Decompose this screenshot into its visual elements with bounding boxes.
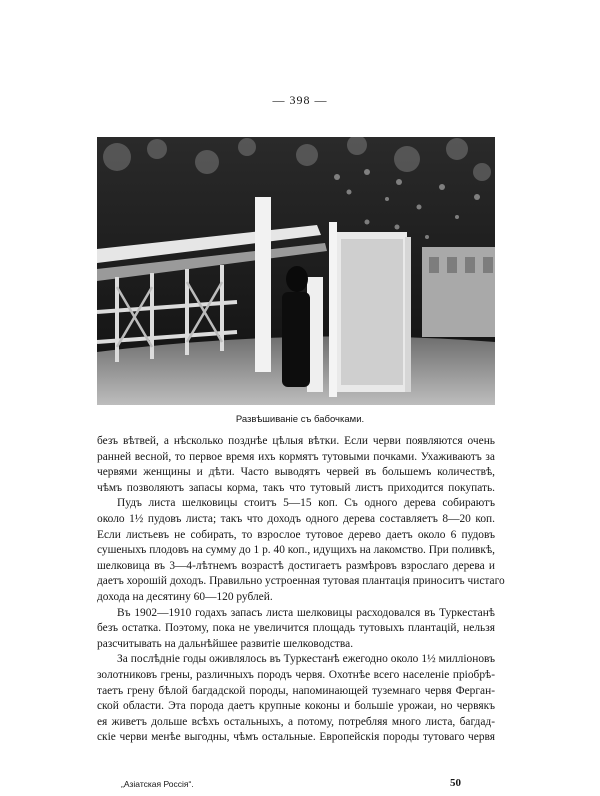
figure-caption: Развѣшиваніе съ бабочками. xyxy=(235,414,365,425)
text-line: скіе черви менѣе выгодны, чѣмъ остальные. Европейскія породы тутоваго червя xyxy=(97,731,495,744)
page-footer xyxy=(97,779,495,793)
text-line: Если листьевъ не собирать, то взрослое тутовое дерево даетъ около 6 пудовъ xyxy=(97,528,495,541)
paragraph-4 xyxy=(97,652,495,746)
text-line: Въ 1902—1910 годахъ запасъ листа шелковицы расходовался въ Туркестанѣ xyxy=(117,606,495,619)
paragraph-2 xyxy=(97,496,505,605)
text-line: червями женщины и дѣти. Часто выводятъ червей въ большемъ количествѣ, xyxy=(97,466,495,479)
paragraph-1 xyxy=(97,434,495,496)
text-line: около 1½ пудовъ листа; такъ что доходъ одного дерева составляетъ 8—20 коп. xyxy=(97,512,495,525)
text-line: ской области. Эта порода даетъ крупные коконы и большіе урожаи, но червякъ xyxy=(97,700,495,713)
text-line: сушеныхъ плодовъ на сумму до 1 р. 40 коп., идущихъ на лакомство. При поливкѣ, xyxy=(97,544,495,557)
paragraph-3 xyxy=(97,606,495,653)
text-line: безъ вѣтвей, а нѣсколько позднѣе цѣлыя вѣтки. Если черви появляются очень xyxy=(97,435,495,447)
text-line: ея живетъ дольше всѣхъ остальныхъ, а потому, потребляя много листа, багдад- xyxy=(97,715,495,728)
text-line: даетъ хорошій доходъ. Правильно устроенная тутовая плантація приноситъ чистаго xyxy=(97,575,505,588)
text-line: таетъ грену бѣлой багдадской породы, напоминающей туземнаго червя Ферган- xyxy=(97,684,495,697)
text-line: безъ остатка. Поэтому, пока не увеличится площадь тутовыхъ плантацій, нельзя xyxy=(97,622,495,635)
photo-illustration xyxy=(97,137,495,405)
text-line: Пудъ листа шелковицы стоитъ 5—15 коп. Съ одного дерева собираютъ xyxy=(117,497,495,510)
text-line: золотниковъ грены, различныхъ породъ червя. Охотнѣе всего населеніе пріобрѣ- xyxy=(97,668,495,681)
footer-signature-number: 50 xyxy=(450,777,461,789)
figure-photo xyxy=(97,137,495,405)
text-line: За послѣдніе годы оживлялось въ Туркестанѣ ежегодно около 1½ милліоновъ xyxy=(117,653,495,666)
text-line: чѣмъ позволяютъ запасы корма, такъ что тутовый листъ приходится покупать. xyxy=(97,481,495,494)
text-line: ранней весной, то первое время ихъ кормятъ тутовыми почками. Ухаживаютъ за xyxy=(97,450,495,463)
footer-publication-title: „Азіатская Россія“. xyxy=(121,779,194,789)
text-line: разсчитывать на дальнѣйшее развитіе шелководства. xyxy=(97,637,354,650)
text-line: шелковица въ 3—4-лѣтнемъ возрастѣ достигаетъ размѣровъ взрослаго дерева и xyxy=(97,559,495,572)
page-number: — 398 — xyxy=(272,93,328,107)
text-line: дохода на десятину 60—120 рублей. xyxy=(97,590,273,603)
body-text xyxy=(97,434,505,746)
